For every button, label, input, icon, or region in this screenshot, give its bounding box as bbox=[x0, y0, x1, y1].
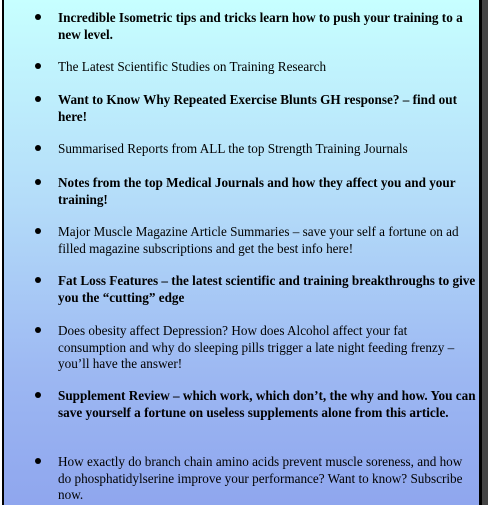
bullet-icon bbox=[35, 327, 41, 333]
list-item-text: Want to Know Why Repeated Exercise Blunts GH response? – find out here! bbox=[58, 92, 457, 124]
list-item-text: Fat Loss Features – the latest scientific and training breakthroughs to give you the “cutting” edge bbox=[58, 273, 476, 305]
bullet-icon bbox=[35, 228, 41, 234]
bullet-icon bbox=[35, 179, 41, 185]
bullet-icon bbox=[35, 392, 41, 398]
list-item-text: How exactly do branch chain amino acids prevent muscle soreness, and how do phosphatidylserine improve your performance? Want to know? Subscribe now. bbox=[58, 454, 463, 502]
list-item-text: Summarised Reports from ALL the top Strength Training Journals bbox=[58, 141, 408, 156]
list-item-text: Supplement Review – which work, which don’t, the why and how. You can save yourself a fortune on useless supplements alone from this article. bbox=[58, 388, 476, 420]
list-item-text: Incredible Isometric tips and tricks learn how to push your training to a new level. bbox=[58, 10, 463, 42]
bullet-icon bbox=[35, 63, 41, 69]
bullet-icon bbox=[35, 145, 41, 151]
bullet-icon bbox=[35, 14, 41, 20]
bullet-icon bbox=[35, 458, 41, 464]
list-item-text: Major Muscle Magazine Article Summaries – save your self a fortune on ad filled magazine subscriptions and get the best info here! bbox=[58, 224, 459, 256]
list-item-text: Notes from the top Medical Journals and how they affect you and your training! bbox=[58, 175, 456, 207]
list-item-text: The Latest Scientific Studies on Training Research bbox=[58, 59, 327, 74]
bullet-icon bbox=[35, 96, 41, 102]
feature-list-panel bbox=[2, 0, 482, 505]
bullet-icon bbox=[35, 277, 41, 283]
panel-shadow bbox=[482, 0, 488, 505]
list-item-text: Does obesity affect Depression? How does Alcohol affect your fat consumption and why do sleeping pills trigger a late night feeding frenzy – you’ll have the answer! bbox=[58, 323, 455, 371]
